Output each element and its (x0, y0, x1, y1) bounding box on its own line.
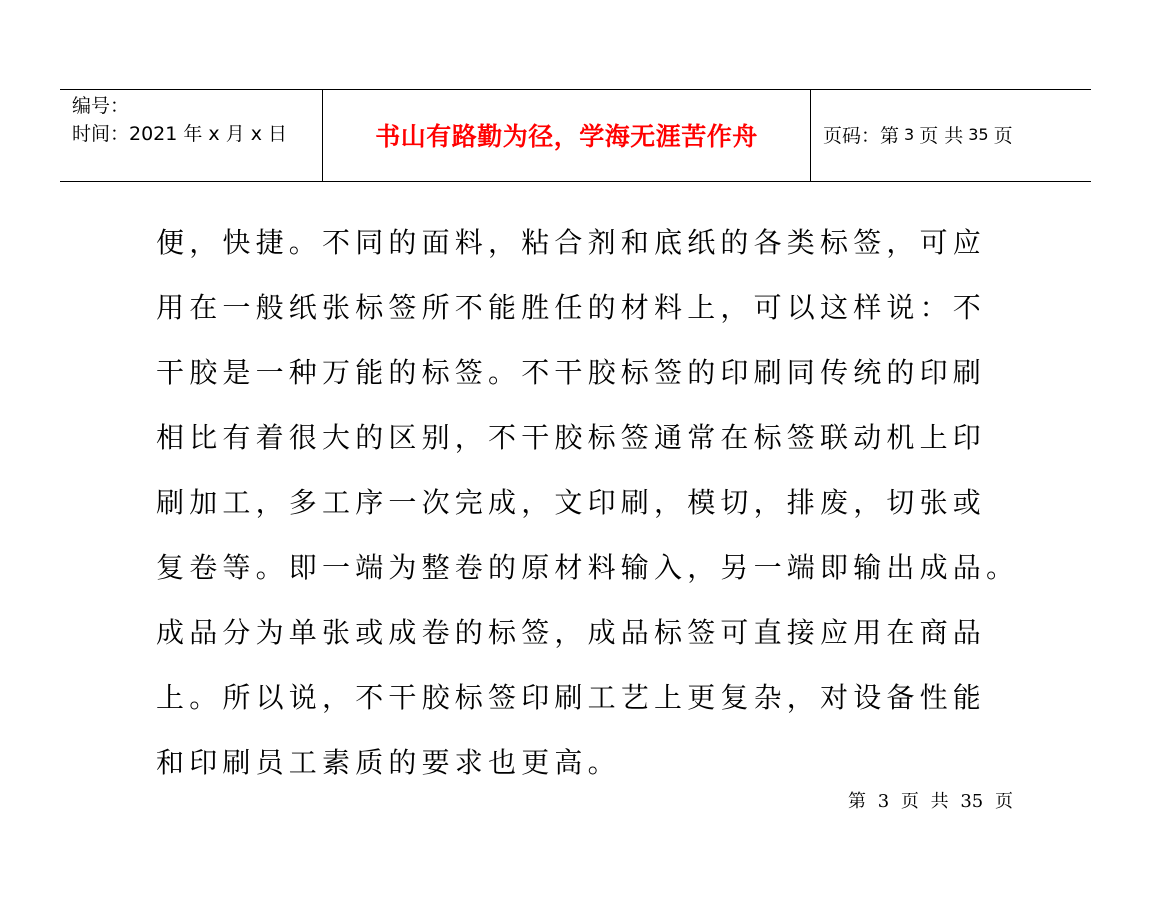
header-motto-cell (323, 90, 811, 181)
body-line: 相比有着很大的区别，不干胶标签通常在标签联动机上印 (156, 421, 987, 454)
page-header (60, 89, 1091, 182)
page-label-mid: 页 共 (919, 125, 964, 147)
body-line: 成品分为单张或成卷的标签，成品标签可直接应用在商品 (156, 616, 987, 649)
body-line: 和印刷员工素质的要求也更高。 (156, 746, 621, 779)
body-line: 复卷等。即一端为整卷的原材料输入，另一端即输出成品。 (156, 551, 1020, 584)
page-total-number: 35 (968, 125, 989, 144)
header-meta-cell (60, 90, 323, 181)
page-label-prefix: 页码：第 (823, 125, 900, 147)
body-line: 刷加工，多工序一次完成，文印刷，模切，排废，切张或 (156, 486, 987, 519)
document-number-label: 编号： (72, 95, 130, 117)
body-line: 用在一般纸张标签所不能胜任的材料上，可以这样说：不 (156, 291, 987, 324)
header-motto: 书山有路勤为径，学海无涯苦作舟 (375, 121, 758, 151)
body-text (156, 213, 1026, 798)
page-current-number: 3 (904, 125, 915, 144)
page-footer: 第 3 页 共 35 页 (848, 791, 1013, 812)
body-line: 上。所以说，不干胶标签印刷工艺上更复杂，对设备性能 (156, 681, 987, 714)
page-label-suffix: 页 (993, 125, 1013, 147)
body-line: 干胶是一种万能的标签。不干胶标签的印刷同传统的印刷 (156, 356, 987, 389)
document-time-label: 时间：2021 年 x 月 x 日 (72, 123, 288, 145)
body-line: 便，快捷。不同的面料，粘合剂和底纸的各类标签，可应 (156, 226, 987, 259)
header-page-cell (811, 90, 1091, 181)
